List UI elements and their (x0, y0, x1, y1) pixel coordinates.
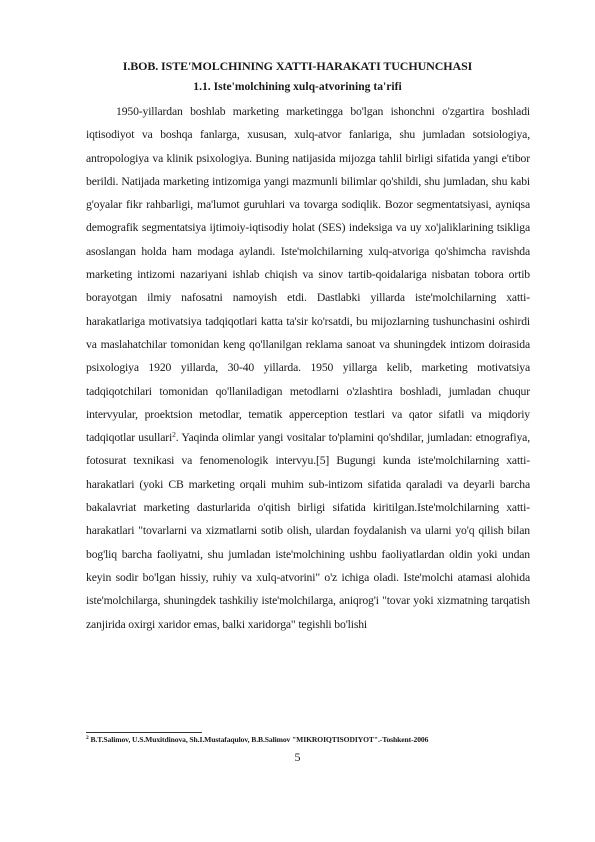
footnote-text: B.T.Salimov, U.S.Muxitdinova, Sh.I.Mustafaqulov, B.B.Salimov "MIKROIQTISODIYOT".-Toshkent-2006 (88, 735, 429, 744)
section-title: 1.1. Iste'molchining xulq-atvorining ta'rifi (193, 80, 402, 93)
body-paragraph (86, 100, 530, 636)
paragraph-text-part-1: 1950-yillardan boshlab marketing marketingga bo'lgan ishonchni o'zgartira boshladi iqtisodiyot va boshqa fanlarga, xususan, xulq-atvor fanlariga, shu jumladan sotsiologiya, antropologiya va klinik psixologiya. Buning natijasida mijozga tahlil birligi sifatida yangi e'tibor berildi. Natijada marketing intizomiga yangi mazmunli bilimlar qo'shildi, shu jumladan, shu kabi g'oyalar fikr rahbarligi, ma'lumot guruhlari va tovarga sodiqlik. Bozor segmentatsiyasi, ayniqsa demografik segmentatsiya ijtimoiy-iqtisodiy holat (SES) indeksiga va uy xo'jaliklarining tsikliga asoslangan holda ham modaga aylandi. Iste'molchilarning xulq-atvoriga qo'shimcha ravishda marketing intizomi nazariyani ishlab chiqish va sinov tartib-qoidalariga nisbatan tobora ortib borayotgan ilmiy nafosatni namoyish etdi. Dastlabki yillarda iste'molchilarning xatti-harakatlariga motivatsiya tadqiqotlari katta ta'sir ko'rsatdi, bu mijozlarning tushunchasini oshirdi va maslahatchilar tomonidan keng qo'llanilgan reklama sanoat va shuningdek intizom doirasida psixologiya 1920 yillarda, 30-40 yillarda. 1950 yillarga kelib, marketing motivatsiya tadqiqotchilari tomonidan qo'llaniladigan metodlarni o'zlashtira boshladi, jumladan chuqur intervyular, proektsion metodlar, tematik apperception testlari va qator sifatli va miqdoriy tadqiqotlar usullari (86, 105, 530, 445)
chapter-title: I.BOB. ISTE'MOLCHINING XATTI-HARAKATI TUCHUNCHASI (122, 59, 473, 73)
page-number: 5 (294, 750, 301, 764)
footnote-reference[interactable]: 2 (172, 430, 176, 440)
footnote (86, 735, 530, 745)
paragraph-text-part-2: . Yaqinda olimlar yangi vositalar to'plamini qo'shdilar, jumladan: etnografiya, fotosurat texnikasi va fenomenologik intervyu.[5] Bugungi kunda iste'molchilarning xatti-harakatlari (yoki CB marketing orqali muhim sub-intizom sifatida qaraladi va deyarli barcha bakalavriat marketing dasturlarida o'qitish birligi sifatida kiritilgan.Iste'molchilarning xatti-harakatlari "tovarlarni va xizmatlarni sotib olish, ulardan foydalanish va ularni yo'q qilish bilan bog'liq barcha faoliyatni, shu jumladan iste'molchining ushbu faoliyatlardan oldin yoki undan keyin sodir bo'lgan hissiy, ruhiy va xulq-atvorini" o'z ichiga oladi. Iste'molchi atamasi alohida iste'molchilarga, shuningdek tashkiliy iste'molchilarga, aniqrog'i "tovar yoki xizmatning tarqatish zanjirida oxirgi xaridor emas, balki xaridorga" tegishli bo'lishi (86, 431, 530, 631)
footnote-separator (86, 732, 202, 733)
footnote-marker: 2 (86, 735, 89, 741)
